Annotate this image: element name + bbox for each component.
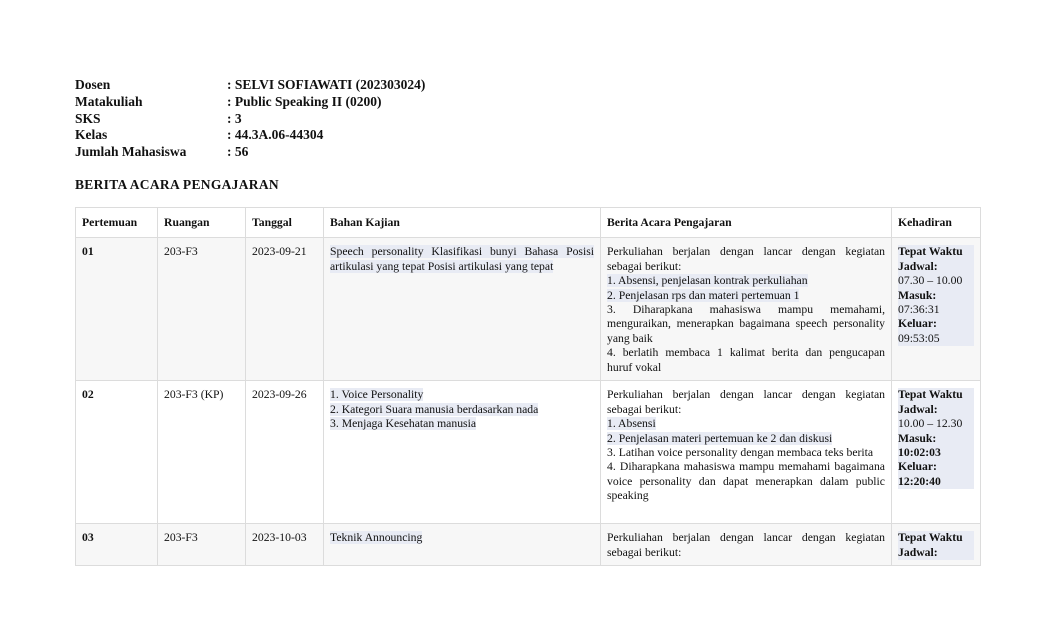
info-row-dosen	[75, 77, 425, 94]
cell-tanggal: 2023-09-21	[246, 238, 324, 381]
cell-tanggal: 2023-09-26	[246, 381, 324, 524]
cell-ruangan: 203-F3	[158, 524, 246, 566]
bahan-line: 1. Voice Personality	[330, 388, 424, 402]
info-label: Kelas	[75, 127, 108, 143]
cell-tanggal: 2023-10-03	[246, 524, 324, 566]
berita-line: Perkuliahan berjalan dengan lancar dengan kegiatan sebagai berikut:	[607, 388, 885, 416]
masuk-value: 07:36:31	[898, 303, 940, 317]
keluar-label: Keluar:	[898, 460, 937, 474]
cell-kehadiran	[892, 381, 981, 524]
header-tanggal: Tanggal	[246, 208, 324, 238]
cell-bahan-kajian	[324, 238, 601, 381]
attendance-status: Tepat Waktu	[898, 531, 963, 545]
info-value: : SELVI SOFIAWATI (202303024)	[227, 77, 426, 92]
jadwal-value: 10.00 – 12.30	[898, 417, 963, 431]
keluar-value: 09:53:05	[898, 331, 940, 345]
keluar-value: 12:20:40	[898, 474, 941, 488]
berita-line: 3. Latihan voice personality dengan membaca teks berita	[607, 446, 874, 460]
info-row-sks	[75, 111, 425, 128]
masuk-value: 10:02:03	[898, 446, 941, 460]
info-value: : 56	[227, 144, 249, 160]
cell-berita-acara	[601, 524, 892, 566]
header-kehadiran: Kehadiran	[892, 208, 981, 238]
cell-pertemuan: 03	[76, 524, 158, 566]
info-value: : Public Speaking II (0200)	[227, 93, 382, 109]
cell-berita-acara	[601, 238, 892, 381]
table-row	[76, 238, 981, 381]
berita-line: 4. berlatih membaca 1 kalimat berita dan pengucapan huruf vokal	[607, 346, 885, 374]
header-pertemuan: Pertemuan	[76, 208, 158, 238]
cell-ruangan: 203-F3	[158, 238, 246, 381]
table-row	[76, 381, 981, 524]
cell-pertemuan: 02	[76, 381, 158, 524]
berita-line: 3. Diharapkana mahasiswa mampu memahami, menguraikan, menerapkan bagaimana speech personality yang baik	[607, 303, 885, 345]
header-bahan-kajian: Bahan Kajian	[324, 208, 601, 238]
bahan-line: Speech personality Klasifikasi bunyi Bahasa Posisi artikulasi yang tepat Posisi artikulasi yang tepat	[330, 245, 594, 273]
attendance-box	[898, 245, 974, 346]
berita-line: Perkuliahan berjalan dengan lancar dengan kegiatan sebagai berikut:	[607, 245, 885, 273]
jadwal-label: Jadwal:	[898, 259, 938, 273]
jadwal-label: Jadwal:	[898, 545, 938, 559]
attendance-box	[898, 388, 974, 489]
cell-kehadiran	[892, 524, 981, 566]
berita-line: Perkuliahan berjalan dengan lancar dengan kegiatan sebagai berikut:	[607, 531, 885, 559]
table-row	[76, 524, 981, 566]
bahan-line: Teknik Announcing	[330, 531, 423, 545]
cell-pertemuan: 01	[76, 238, 158, 381]
info-label: Jumlah Mahasiswa	[75, 144, 187, 160]
masuk-label: Masuk:	[898, 431, 937, 445]
attendance-box	[898, 531, 974, 560]
info-row-matakuliah	[75, 94, 425, 111]
cell-ruangan: 203-F3 (KP)	[158, 381, 246, 524]
info-value: : 44.3A.06-44304	[227, 127, 324, 143]
berita-line: 2. Penjelasan rps dan materi pertemuan 1	[607, 288, 800, 302]
info-row-jumlah-mahasiswa	[75, 144, 425, 161]
section-title: BERITA ACARA PENGAJARAN	[75, 177, 279, 192]
table-header-row	[76, 208, 981, 238]
cell-bahan-kajian	[324, 524, 601, 566]
bahan-line: 2. Kategori Suara manusia berdasarkan nada	[330, 402, 539, 416]
bahan-line: 3. Menjaga Kesehatan manusia	[330, 417, 477, 431]
info-label: Matakuliah	[75, 93, 143, 109]
berita-line: 2. Penjelasan materi pertemuan ke 2 dan diskusi	[607, 431, 833, 445]
berita-line: 1. Absensi, penjelasan kontrak perkuliahan	[607, 274, 808, 288]
info-label: Dosen	[75, 77, 111, 92]
info-value: : 3	[227, 110, 242, 126]
berita-line: 1. Absensi	[607, 417, 656, 431]
cell-bahan-kajian	[324, 381, 601, 524]
masuk-label: Masuk:	[898, 288, 937, 302]
keluar-label: Keluar:	[898, 317, 937, 331]
berita-line: 4. Diharapkana mahasiswa mampu memahami bagaimana voice personality dan dapat menerapkan dalam public speaking	[607, 460, 885, 503]
info-row-kelas	[75, 127, 425, 144]
jadwal-label: Jadwal:	[898, 402, 938, 416]
cell-kehadiran	[892, 238, 981, 381]
jadwal-value: 07.30 – 10.00	[898, 274, 963, 288]
header-berita-acara: Berita Acara Pengajaran	[601, 208, 892, 238]
course-info	[75, 77, 425, 161]
info-label: SKS	[75, 110, 101, 126]
cell-berita-acara	[601, 381, 892, 524]
teaching-report-table	[75, 207, 981, 566]
attendance-status: Tepat Waktu	[898, 245, 963, 259]
header-ruangan: Ruangan	[158, 208, 246, 238]
attendance-status: Tepat Waktu	[898, 388, 963, 402]
